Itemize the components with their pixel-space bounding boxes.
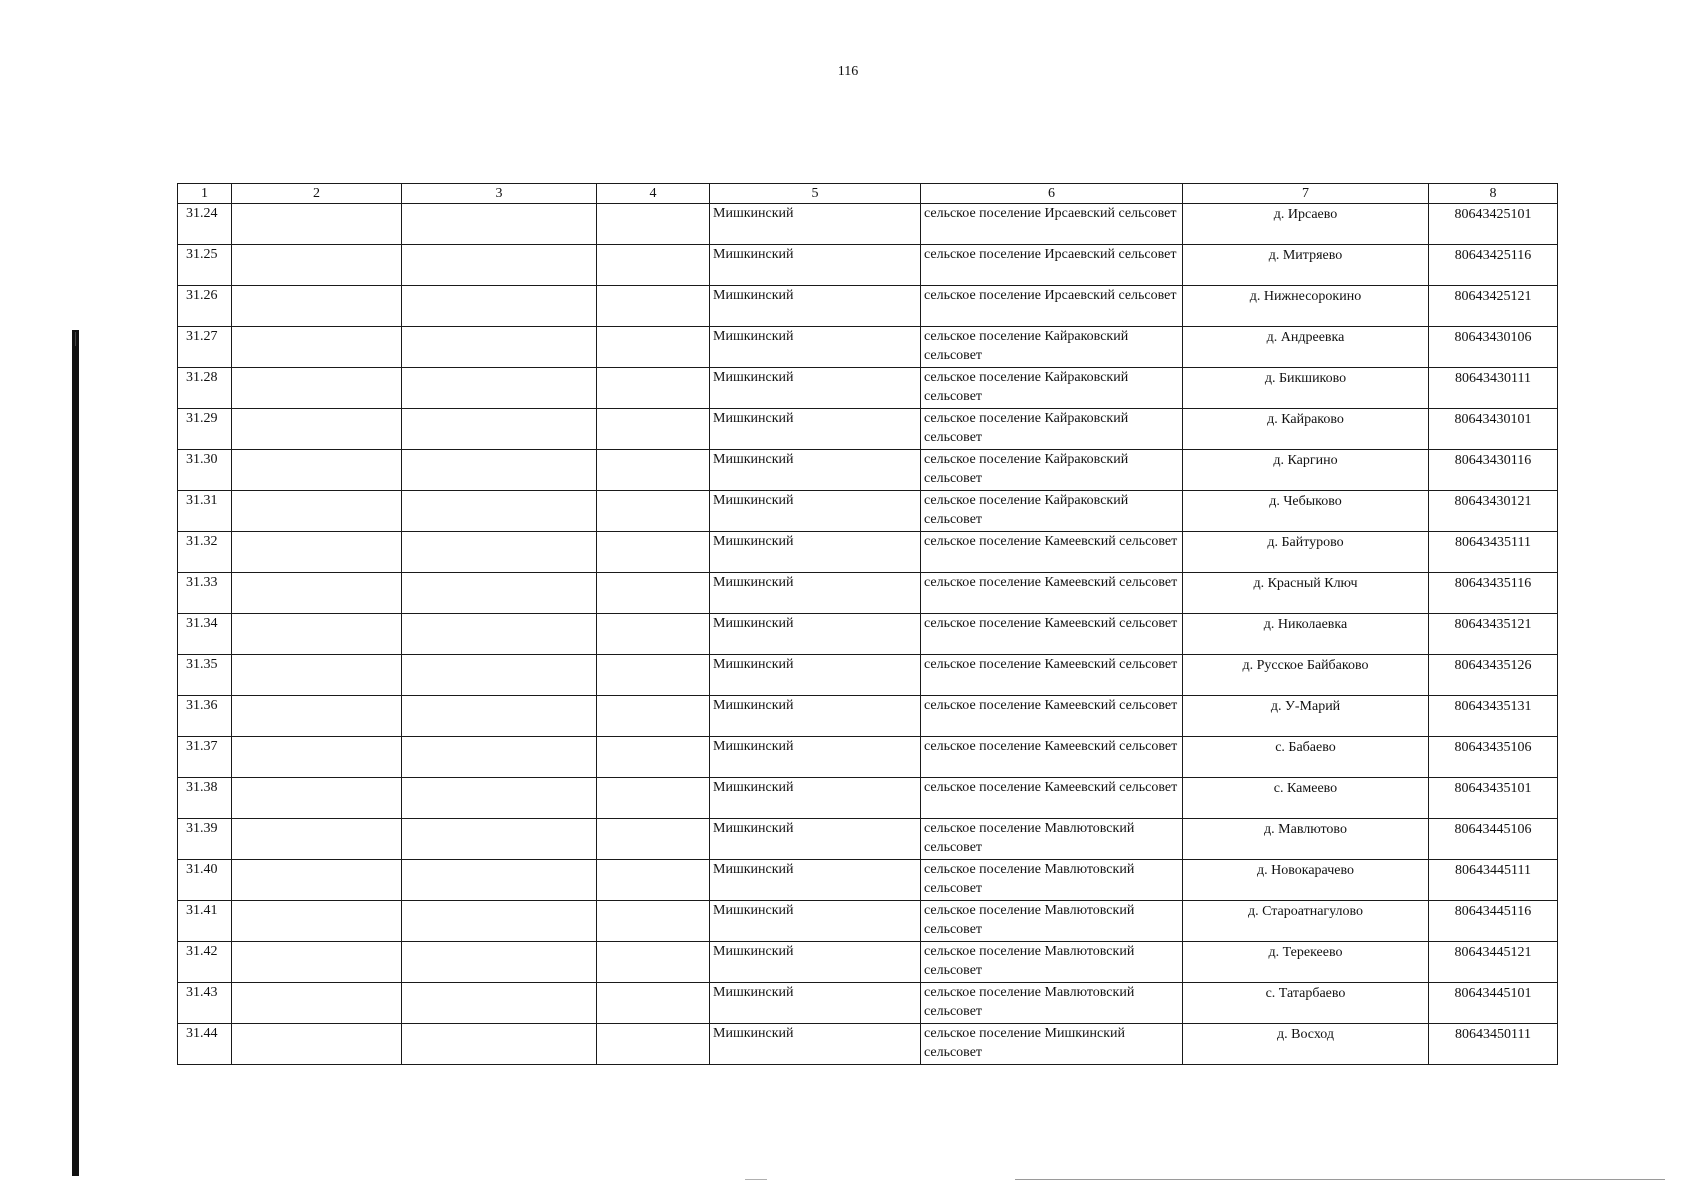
empty-cell (232, 1024, 402, 1065)
code-cell: 80643430121 (1429, 491, 1558, 532)
settlement-cell: д. Красный Ключ (1183, 573, 1429, 614)
district-cell: Мишкинский (710, 1024, 921, 1065)
settlement-cell: д. Восход (1183, 1024, 1429, 1065)
district-cell: Мишкинский (710, 614, 921, 655)
council-cell: сельское поселение Камеевский сельсовет (921, 532, 1183, 573)
empty-cell (402, 614, 597, 655)
empty-cell (597, 860, 710, 901)
settlement-cell: д. Нижнесорокино (1183, 286, 1429, 327)
table-row (178, 778, 1558, 819)
empty-cell (232, 286, 402, 327)
code-cell: 80643430111 (1429, 368, 1558, 409)
row-number-cell: 31.37 (178, 737, 232, 778)
empty-cell (232, 532, 402, 573)
empty-cell (597, 614, 710, 655)
settlement-cell: д. Мавлютово (1183, 819, 1429, 860)
settlement-cell: д. Каргино (1183, 450, 1429, 491)
table-row (178, 409, 1558, 450)
settlement-cell: д. Староатнагулово (1183, 901, 1429, 942)
table-row (178, 368, 1558, 409)
empty-cell (597, 286, 710, 327)
code-cell: 80643430106 (1429, 327, 1558, 368)
empty-cell (402, 409, 597, 450)
page-number: 116 (837, 64, 859, 79)
settlement-cell: д. Русское Байбаково (1183, 655, 1429, 696)
row-number-cell: 31.30 (178, 450, 232, 491)
settlement-cell: д. У-Марий (1183, 696, 1429, 737)
empty-cell (402, 204, 597, 245)
table-row (178, 860, 1558, 901)
empty-cell (597, 737, 710, 778)
settlement-cell: д. Митряево (1183, 245, 1429, 286)
row-number-cell: 31.26 (178, 286, 232, 327)
code-cell: 80643430116 (1429, 450, 1558, 491)
district-cell: Мишкинский (710, 532, 921, 573)
row-number-cell: 31.41 (178, 901, 232, 942)
table-body (178, 184, 1558, 1065)
table-row (178, 532, 1558, 573)
settlement-cell: д. Байтурово (1183, 532, 1429, 573)
council-cell: сельское поселение Камеевский сельсовет (921, 696, 1183, 737)
settlement-cell: д. Кайраково (1183, 409, 1429, 450)
district-cell: Мишкинский (710, 901, 921, 942)
table-row (178, 573, 1558, 614)
table-row (178, 450, 1558, 491)
code-cell: 80643445111 (1429, 860, 1558, 901)
empty-cell (597, 901, 710, 942)
row-number-cell: 31.27 (178, 327, 232, 368)
row-number-cell: 31.44 (178, 1024, 232, 1065)
table-row (178, 1024, 1558, 1065)
council-cell: сельское поселение Ирсаевский сельсовет (921, 204, 1183, 245)
code-cell: 80643435106 (1429, 737, 1558, 778)
settlement-cell: д. Новокарачево (1183, 860, 1429, 901)
council-cell: сельское поселение Мавлютовский сельсовет (921, 860, 1183, 901)
empty-cell (232, 409, 402, 450)
empty-cell (597, 573, 710, 614)
settlement-cell: д. Николаевка (1183, 614, 1429, 655)
empty-cell (232, 942, 402, 983)
column-number: 5 (710, 184, 921, 204)
code-cell: 80643445106 (1429, 819, 1558, 860)
empty-cell (232, 204, 402, 245)
empty-cell (402, 1024, 597, 1065)
council-cell: сельское поселение Кайраковский сельсовет (921, 450, 1183, 491)
empty-cell (232, 737, 402, 778)
council-cell: сельское поселение Кайраковский сельсовет (921, 368, 1183, 409)
council-cell: сельское поселение Мавлютовский сельсовет (921, 983, 1183, 1024)
empty-cell (232, 450, 402, 491)
code-cell: 80643425101 (1429, 204, 1558, 245)
empty-cell (597, 450, 710, 491)
empty-cell (597, 983, 710, 1024)
district-cell: Мишкинский (710, 819, 921, 860)
empty-cell (232, 327, 402, 368)
empty-cell (232, 778, 402, 819)
empty-cell (402, 368, 597, 409)
column-number: 2 (232, 184, 402, 204)
code-cell: 80643425121 (1429, 286, 1558, 327)
empty-cell (402, 778, 597, 819)
code-cell: 80643445101 (1429, 983, 1558, 1024)
empty-cell (402, 942, 597, 983)
row-number-cell: 31.43 (178, 983, 232, 1024)
table-row (178, 245, 1558, 286)
district-cell: Мишкинский (710, 327, 921, 368)
code-cell: 80643430101 (1429, 409, 1558, 450)
empty-cell (597, 819, 710, 860)
table-row (178, 737, 1558, 778)
settlement-cell: д. Андреевка (1183, 327, 1429, 368)
empty-cell (232, 614, 402, 655)
code-cell: 80643445116 (1429, 901, 1558, 942)
district-cell: Мишкинский (710, 573, 921, 614)
empty-cell (402, 450, 597, 491)
district-cell: Мишкинский (710, 778, 921, 819)
empty-cell (232, 655, 402, 696)
empty-cell (402, 286, 597, 327)
row-number-cell: 31.39 (178, 819, 232, 860)
column-number: 3 (402, 184, 597, 204)
district-cell: Мишкинский (710, 245, 921, 286)
table-row (178, 614, 1558, 655)
district-cell: Мишкинский (710, 204, 921, 245)
district-cell: Мишкинский (710, 942, 921, 983)
settlement-cell: д. Чебыково (1183, 491, 1429, 532)
empty-cell (597, 655, 710, 696)
district-cell: Мишкинский (710, 491, 921, 532)
council-cell: сельское поселение Кайраковский сельсовет (921, 491, 1183, 532)
table-row (178, 655, 1558, 696)
district-cell: Мишкинский (710, 286, 921, 327)
row-number-cell: 31.31 (178, 491, 232, 532)
empty-cell (597, 327, 710, 368)
column-number: 7 (1183, 184, 1429, 204)
row-number-cell: 31.28 (178, 368, 232, 409)
row-number-cell: 31.36 (178, 696, 232, 737)
empty-cell (402, 245, 597, 286)
empty-cell (597, 942, 710, 983)
empty-cell (402, 860, 597, 901)
settlement-cell: с. Камеево (1183, 778, 1429, 819)
empty-cell (402, 901, 597, 942)
settlement-cell: с. Татарбаево (1183, 983, 1429, 1024)
empty-cell (402, 819, 597, 860)
district-cell: Мишкинский (710, 983, 921, 1024)
empty-cell (232, 368, 402, 409)
column-number: 4 (597, 184, 710, 204)
scan-margin-mark (75, 332, 76, 346)
empty-cell (402, 573, 597, 614)
table-row (178, 942, 1558, 983)
empty-cell (597, 245, 710, 286)
empty-cell (232, 245, 402, 286)
row-number-cell: 31.25 (178, 245, 232, 286)
empty-cell (232, 696, 402, 737)
empty-cell (232, 983, 402, 1024)
row-number-cell: 31.35 (178, 655, 232, 696)
council-cell: сельское поселение Ирсаевский сельсовет (921, 245, 1183, 286)
scan-margin-bar (72, 330, 79, 1176)
council-cell: сельское поселение Ирсаевский сельсовет (921, 286, 1183, 327)
empty-cell (232, 573, 402, 614)
empty-cell (232, 819, 402, 860)
council-cell: сельское поселение Камеевский сельсовет (921, 655, 1183, 696)
district-cell: Мишкинский (710, 450, 921, 491)
council-cell: сельское поселение Мавлютовский сельсовет (921, 901, 1183, 942)
column-number: 6 (921, 184, 1183, 204)
empty-cell (597, 368, 710, 409)
code-cell: 80643435101 (1429, 778, 1558, 819)
council-cell: сельское поселение Камеевский сельсовет (921, 614, 1183, 655)
empty-cell (597, 532, 710, 573)
empty-cell (402, 696, 597, 737)
empty-cell (402, 655, 597, 696)
table-row (178, 327, 1558, 368)
settlement-cell: д. Терекеево (1183, 942, 1429, 983)
council-cell: сельское поселение Кайраковский сельсовет (921, 409, 1183, 450)
row-number-cell: 31.42 (178, 942, 232, 983)
row-number-cell: 31.38 (178, 778, 232, 819)
empty-cell (402, 737, 597, 778)
scan-bottom-mark (745, 1179, 767, 1180)
code-cell: 80643435111 (1429, 532, 1558, 573)
code-cell: 80643450111 (1429, 1024, 1558, 1065)
empty-cell (232, 860, 402, 901)
council-cell: сельское поселение Камеевский сельсовет (921, 573, 1183, 614)
code-cell: 80643445121 (1429, 942, 1558, 983)
empty-cell (597, 778, 710, 819)
empty-cell (402, 327, 597, 368)
empty-cell (232, 901, 402, 942)
empty-cell (597, 491, 710, 532)
settlement-cell: с. Бабаево (1183, 737, 1429, 778)
table-row (178, 696, 1558, 737)
district-cell: Мишкинский (710, 409, 921, 450)
district-cell: Мишкинский (710, 737, 921, 778)
council-cell: сельское поселение Мавлютовский сельсовет (921, 942, 1183, 983)
council-cell: сельское поселение Мавлютовский сельсовет (921, 819, 1183, 860)
empty-cell (402, 491, 597, 532)
empty-cell (232, 491, 402, 532)
code-cell: 80643435116 (1429, 573, 1558, 614)
row-number-cell: 31.29 (178, 409, 232, 450)
column-number: 1 (178, 184, 232, 204)
table-row (178, 204, 1558, 245)
row-number-cell: 31.34 (178, 614, 232, 655)
district-cell: Мишкинский (710, 860, 921, 901)
table-row (178, 819, 1558, 860)
council-cell: сельское поселение Камеевский сельсовет (921, 778, 1183, 819)
empty-cell (402, 532, 597, 573)
row-number-cell: 31.33 (178, 573, 232, 614)
empty-cell (597, 409, 710, 450)
code-cell: 80643435126 (1429, 655, 1558, 696)
scan-bottom-rule (1015, 1179, 1665, 1180)
empty-cell (597, 1024, 710, 1065)
row-number-cell: 31.24 (178, 204, 232, 245)
table-row (178, 286, 1558, 327)
empty-cell (402, 983, 597, 1024)
settlement-cell: д. Ирсаево (1183, 204, 1429, 245)
table-row (178, 901, 1558, 942)
district-cell: Мишкинский (710, 696, 921, 737)
council-cell: сельское поселение Камеевский сельсовет (921, 737, 1183, 778)
code-cell: 80643425116 (1429, 245, 1558, 286)
district-cell: Мишкинский (710, 368, 921, 409)
code-cell: 80643435121 (1429, 614, 1558, 655)
code-cell: 80643435131 (1429, 696, 1558, 737)
column-number: 8 (1429, 184, 1558, 204)
column-number-row (178, 184, 1558, 204)
settlement-cell: д. Бикшиково (1183, 368, 1429, 409)
row-number-cell: 31.40 (178, 860, 232, 901)
empty-cell (597, 696, 710, 737)
table-row (178, 983, 1558, 1024)
council-cell: сельское поселение Мишкинский сельсовет (921, 1024, 1183, 1065)
row-number-cell: 31.32 (178, 532, 232, 573)
district-cell: Мишкинский (710, 655, 921, 696)
council-cell: сельское поселение Кайраковский сельсовет (921, 327, 1183, 368)
empty-cell (597, 204, 710, 245)
table-row (178, 491, 1558, 532)
settlements-table (177, 183, 1558, 1065)
